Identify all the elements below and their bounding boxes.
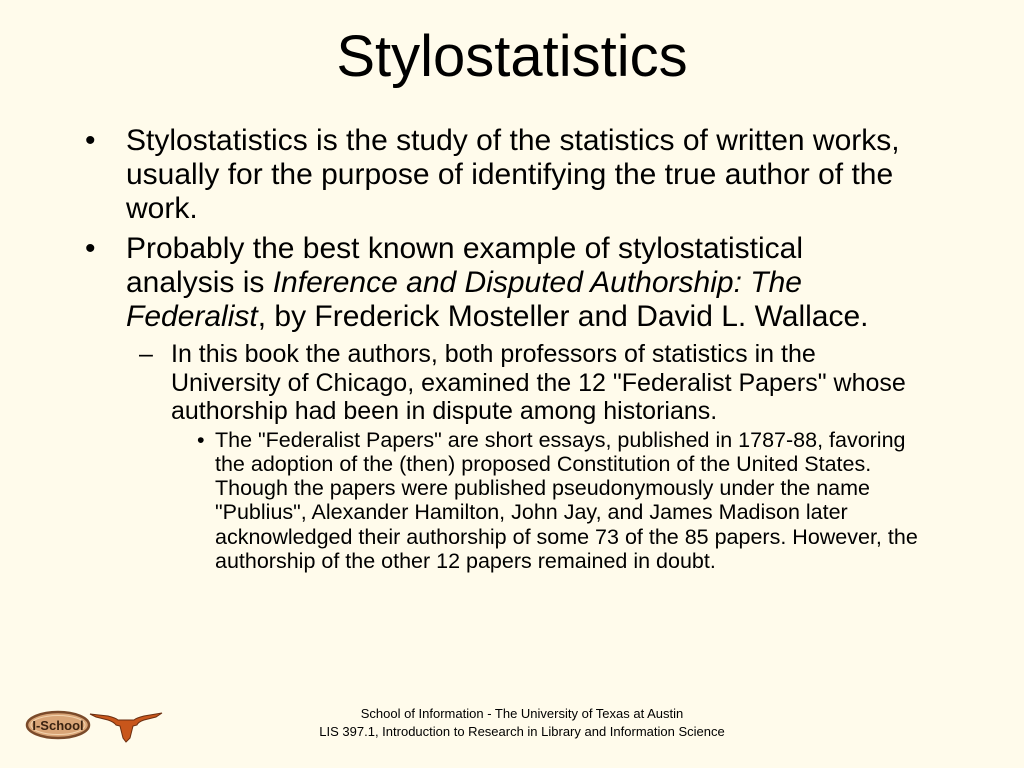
bullet-text: Stylostatistics is the study of the statistics of written works, usually for the purpose of identifying the true author of the work.	[126, 124, 900, 225]
footer-line-institution: School of Information - The University of Texas at Austin	[360, 706, 684, 721]
slide-title: Stylostatistics	[336, 24, 688, 89]
bullet-icon: •	[85, 232, 96, 265]
sub-sub-bullet-item	[171, 428, 945, 574]
bullet-text	[126, 232, 908, 334]
sub-sub-bullet-text: The "Federalist Papers" are short essays, published in 1787-88, favoring the adoption of the (then) proposed Constitution of the United States. Though the papers were published pseudonymously under the name "Publius", Alexander Hamilton, John Jay, and James Madison later acknowledged their authorship of some 73 of the 85 papers. However, the authorship of the other 12 papers remained in doubt.	[215, 427, 918, 573]
book-title: Inference and Disputed Authorship: The Federalist	[126, 266, 802, 333]
bullet-item	[85, 124, 945, 226]
sub-bullet-item	[126, 340, 945, 426]
bullet-item	[85, 232, 945, 334]
bullet-icon: •	[85, 124, 96, 157]
bullet-text-tail: , by Frederick Mosteller and David L. Wallace.	[257, 300, 869, 333]
dash-icon: –	[139, 340, 153, 368]
bullet-icon: •	[197, 427, 205, 452]
footer-line-course: LIS 397.1, Introduction to Research in Library and Information Science	[319, 724, 725, 739]
slide-footer	[0, 705, 1024, 741]
bullet-text-lead: Probably the best known example of stylostatistical analysis is	[126, 232, 804, 299]
slide-body	[85, 124, 945, 573]
logo-text: I-School	[32, 718, 84, 733]
sub-bullet-text: In this book the authors, both professors of statistics in the University of Chicago, examined the 12 "Federalist Papers" whose authorship had been in dispute among historians.	[171, 340, 906, 425]
